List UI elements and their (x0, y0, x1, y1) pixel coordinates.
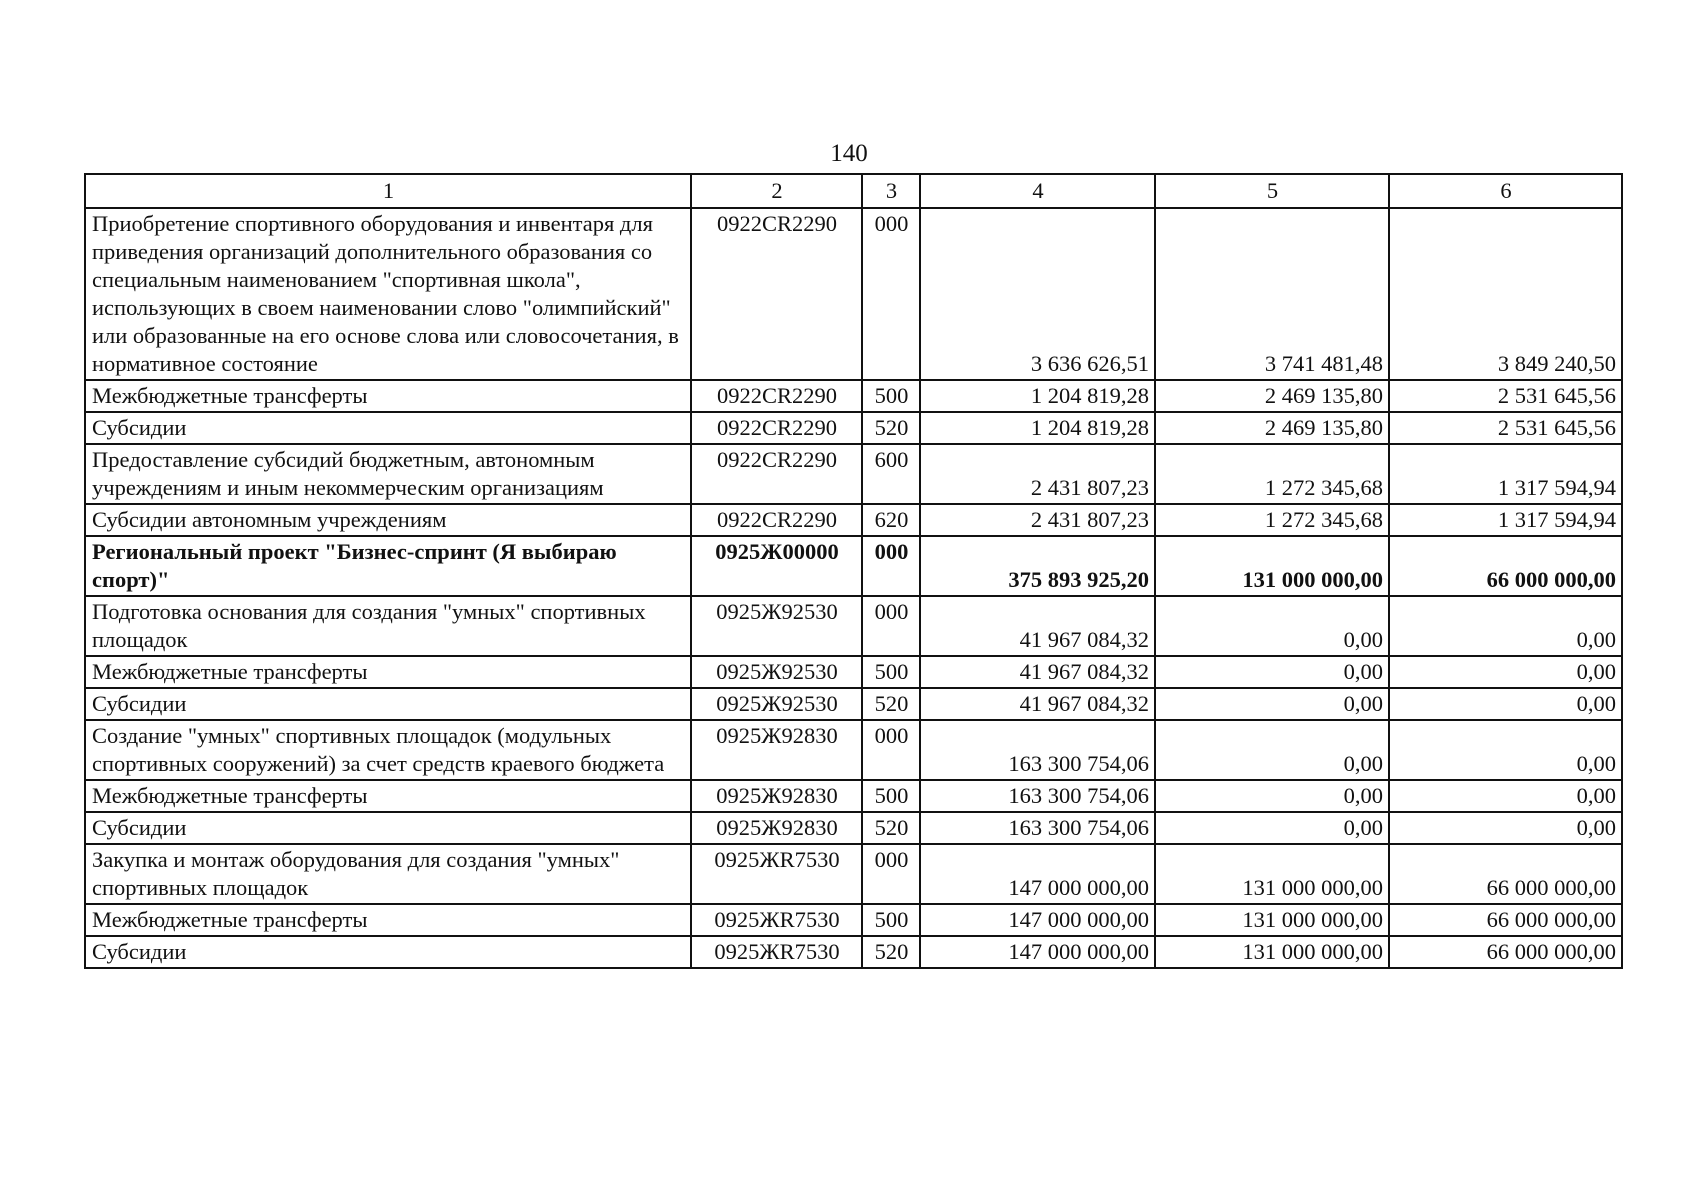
row-name-cell: Субсидии (85, 812, 691, 844)
row-name-cell: Субсидии (85, 688, 691, 720)
column-header-2: 2 (691, 174, 862, 208)
row-value-col5: 131 000 000,00 (1155, 844, 1389, 904)
row-value-col6: 0,00 (1389, 688, 1622, 720)
row-value-col4: 1 204 819,28 (920, 380, 1155, 412)
row-value-col5: 0,00 (1155, 656, 1389, 688)
column-header-5: 5 (1155, 174, 1389, 208)
row-value-col4: 2 431 807,23 (920, 444, 1155, 504)
column-header-1: 1 (85, 174, 691, 208)
row-kind-cell: 520 (862, 688, 920, 720)
row-value-col6: 2 531 645,56 (1389, 380, 1622, 412)
table-body (85, 174, 1622, 968)
column-header-3: 3 (862, 174, 920, 208)
row-name-cell: Межбюджетные трансферты (85, 780, 691, 812)
table-row (85, 208, 1622, 380)
row-value-col4: 41 967 084,32 (920, 596, 1155, 656)
row-name-cell: Предоставление субсидий бюджетным, автономным учреждениям и иным некоммерческим организациям (85, 444, 691, 504)
row-kind-cell: 000 (862, 720, 920, 780)
row-value-col5: 0,00 (1155, 812, 1389, 844)
row-value-col4: 41 967 084,32 (920, 688, 1155, 720)
row-name-cell: Межбюджетные трансферты (85, 380, 691, 412)
row-kind-cell: 500 (862, 380, 920, 412)
row-kind-cell: 000 (862, 844, 920, 904)
row-code-cell: 0925ЖR7530 (691, 904, 862, 936)
row-code-cell: 0925Ж92830 (691, 780, 862, 812)
row-value-col4: 3 636 626,51 (920, 208, 1155, 380)
row-code-cell: 0922CR2290 (691, 444, 862, 504)
row-value-col6: 1 317 594,94 (1389, 504, 1622, 536)
row-value-col4: 163 300 754,06 (920, 720, 1155, 780)
row-name-cell: Региональный проект "Бизнес-спринт (Я выбираю спорт)" (85, 536, 691, 596)
row-name-cell: Субсидии (85, 412, 691, 444)
row-value-col4: 163 300 754,06 (920, 812, 1155, 844)
row-value-col6: 0,00 (1389, 596, 1622, 656)
row-name-cell: Субсидии (85, 936, 691, 968)
row-value-col6: 66 000 000,00 (1389, 904, 1622, 936)
row-kind-cell: 000 (862, 596, 920, 656)
row-value-col4: 147 000 000,00 (920, 936, 1155, 968)
column-header-6: 6 (1389, 174, 1622, 208)
row-name-cell: Межбюджетные трансферты (85, 656, 691, 688)
row-name-cell: Приобретение спортивного оборудования и инвентаря для приведения организаций дополнительного образования со специальным наименованием "спортивная школа", использующих в своем наименовании слово "олимпийский" или образованные на его основе слова или словосочетания, в нормативное состояние (85, 208, 691, 380)
row-value-col5: 131 000 000,00 (1155, 536, 1389, 596)
row-kind-cell: 000 (862, 536, 920, 596)
table-row (85, 596, 1622, 656)
row-kind-cell: 500 (862, 904, 920, 936)
row-name-cell: Субсидии автономным учреждениям (85, 504, 691, 536)
row-code-cell: 0925Ж92830 (691, 720, 862, 780)
row-value-col6: 0,00 (1389, 656, 1622, 688)
table-row (85, 536, 1622, 596)
row-value-col6: 3 849 240,50 (1389, 208, 1622, 380)
row-value-col5: 3 741 481,48 (1155, 208, 1389, 380)
row-value-col6: 2 531 645,56 (1389, 412, 1622, 444)
row-value-col5: 0,00 (1155, 688, 1389, 720)
budget-table (84, 173, 1623, 969)
row-code-cell: 0922CR2290 (691, 412, 862, 444)
row-value-col4: 2 431 807,23 (920, 504, 1155, 536)
row-value-col4: 163 300 754,06 (920, 780, 1155, 812)
row-value-col5: 2 469 135,80 (1155, 412, 1389, 444)
table-row (85, 504, 1622, 536)
table-row (85, 904, 1622, 936)
row-value-col4: 1 204 819,28 (920, 412, 1155, 444)
row-value-col6: 0,00 (1389, 812, 1622, 844)
row-value-col4: 41 967 084,32 (920, 656, 1155, 688)
row-code-cell: 0925ЖR7530 (691, 936, 862, 968)
table-row (85, 412, 1622, 444)
row-kind-cell: 520 (862, 936, 920, 968)
row-code-cell: 0925Ж92530 (691, 596, 862, 656)
row-code-cell: 0925ЖR7530 (691, 844, 862, 904)
table-row (85, 780, 1622, 812)
table-row (85, 720, 1622, 780)
row-kind-cell: 500 (862, 656, 920, 688)
row-value-col5: 0,00 (1155, 780, 1389, 812)
table-header-row (85, 174, 1622, 208)
row-name-cell: Подготовка основания для создания "умных" спортивных площадок (85, 596, 691, 656)
row-value-col5: 1 272 345,68 (1155, 444, 1389, 504)
row-value-col6: 0,00 (1389, 720, 1622, 780)
row-name-cell: Закупка и монтаж оборудования для создания "умных" спортивных площадок (85, 844, 691, 904)
table-row (85, 380, 1622, 412)
row-value-col5: 131 000 000,00 (1155, 904, 1389, 936)
row-value-col6: 66 000 000,00 (1389, 844, 1622, 904)
column-header-4: 4 (920, 174, 1155, 208)
row-kind-cell: 620 (862, 504, 920, 536)
row-kind-cell: 520 (862, 812, 920, 844)
row-code-cell: 0922CR2290 (691, 380, 862, 412)
row-name-cell: Межбюджетные трансферты (85, 904, 691, 936)
row-code-cell: 0925Ж00000 (691, 536, 862, 596)
table-row (85, 688, 1622, 720)
row-name-cell: Создание "умных" спортивных площадок (модульных спортивных сооружений) за счет средств краевого бюджета (85, 720, 691, 780)
table-row (85, 444, 1622, 504)
row-code-cell: 0922CR2290 (691, 504, 862, 536)
row-value-col6: 66 000 000,00 (1389, 536, 1622, 596)
row-value-col5: 131 000 000,00 (1155, 936, 1389, 968)
row-value-col6: 0,00 (1389, 780, 1622, 812)
row-kind-cell: 520 (862, 412, 920, 444)
row-code-cell: 0925Ж92530 (691, 688, 862, 720)
row-value-col4: 147 000 000,00 (920, 844, 1155, 904)
table-row (85, 936, 1622, 968)
table-row (85, 656, 1622, 688)
table-row (85, 844, 1622, 904)
table-row (85, 812, 1622, 844)
row-value-col6: 1 317 594,94 (1389, 444, 1622, 504)
page-number: 140 (830, 140, 868, 167)
row-value-col4: 375 893 925,20 (920, 536, 1155, 596)
row-kind-cell: 600 (862, 444, 920, 504)
row-code-cell: 0922CR2290 (691, 208, 862, 380)
row-kind-cell: 000 (862, 208, 920, 380)
row-code-cell: 0925Ж92830 (691, 812, 862, 844)
row-value-col5: 0,00 (1155, 596, 1389, 656)
row-value-col4: 147 000 000,00 (920, 904, 1155, 936)
row-value-col6: 66 000 000,00 (1389, 936, 1622, 968)
row-value-col5: 2 469 135,80 (1155, 380, 1389, 412)
row-value-col5: 0,00 (1155, 720, 1389, 780)
row-code-cell: 0925Ж92530 (691, 656, 862, 688)
row-kind-cell: 500 (862, 780, 920, 812)
row-value-col5: 1 272 345,68 (1155, 504, 1389, 536)
